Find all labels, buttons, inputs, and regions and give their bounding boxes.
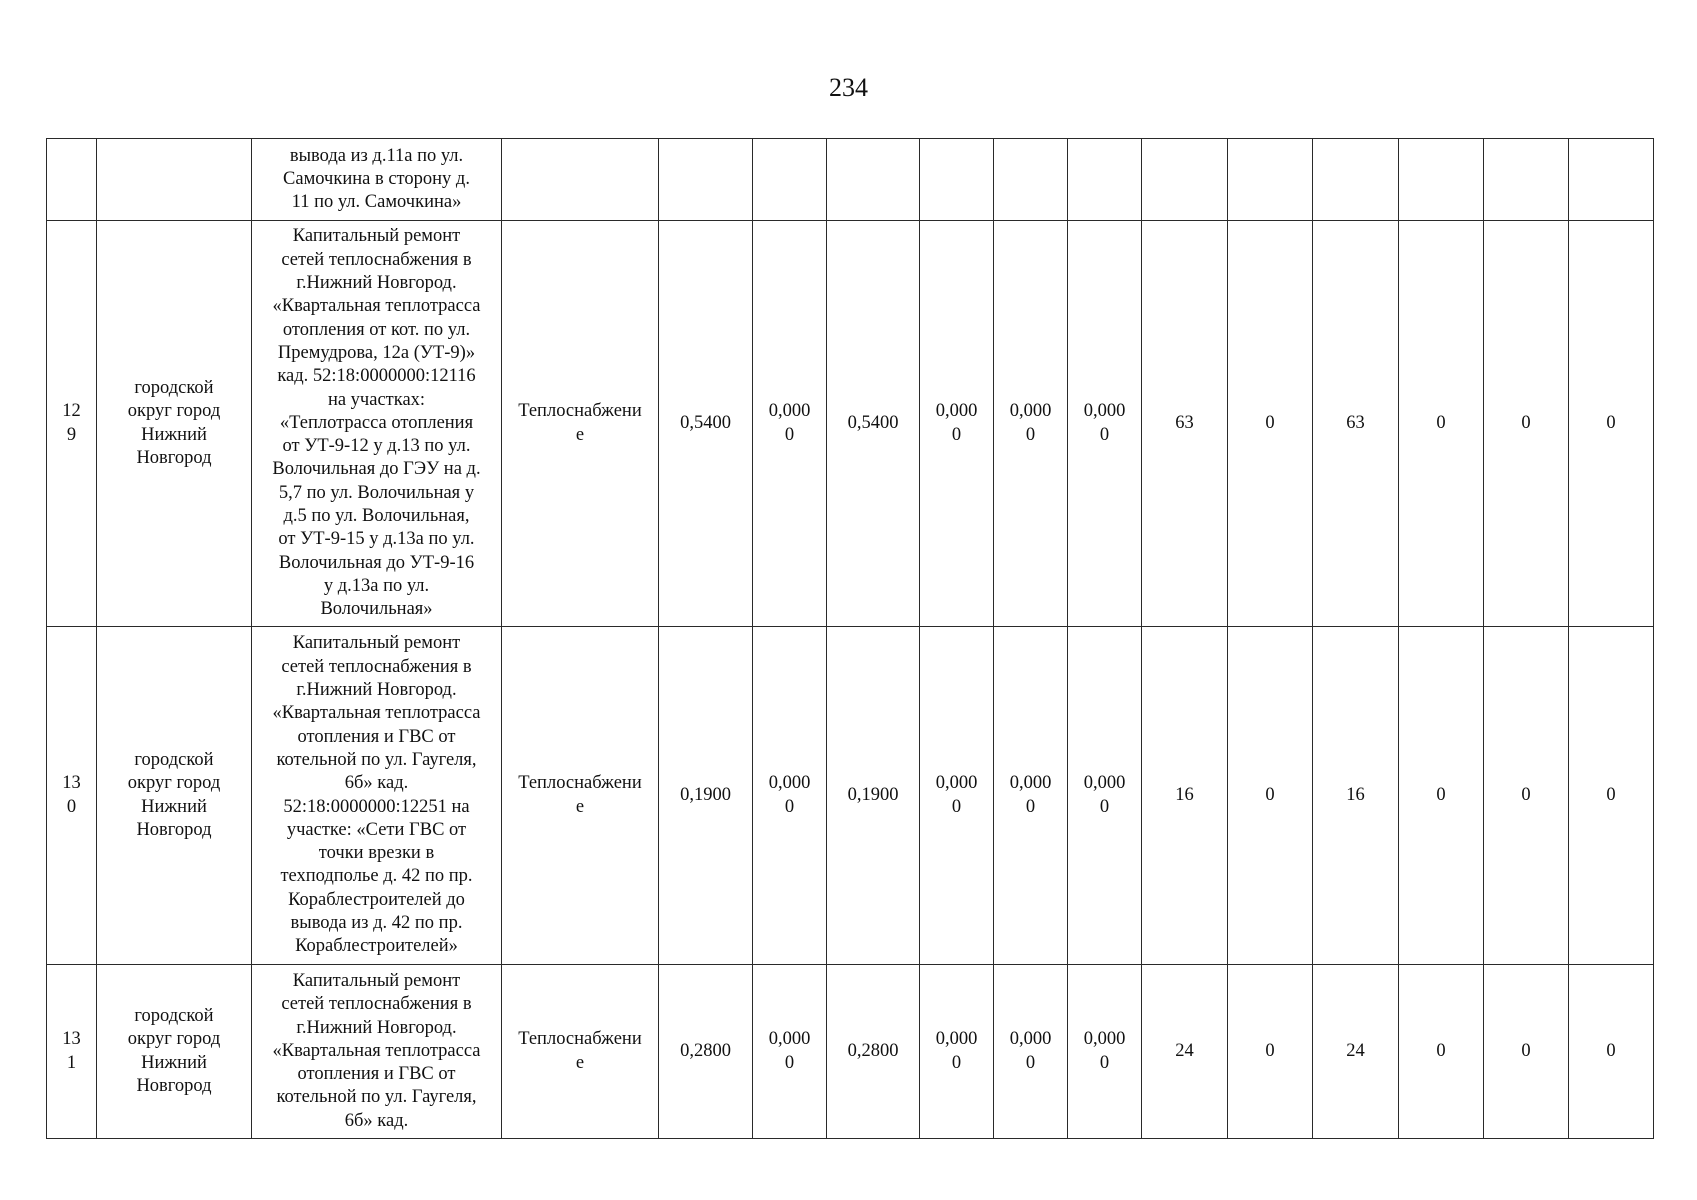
cell-text-line: 0,2800 <box>847 1040 899 1061</box>
cell-text-line: 0 <box>1606 784 1616 805</box>
cell-text-line: е <box>575 424 585 445</box>
cell-text-line: округ город <box>127 773 221 794</box>
cell-text-line: 63 <box>1346 412 1365 433</box>
table-row <box>47 965 1654 1139</box>
cell-text-line: Волочильная до ГЭУ на д. <box>272 459 481 480</box>
cell-text-line: 0,5400 <box>680 412 731 433</box>
cell-text-line: 0 <box>1606 412 1616 433</box>
description-cell <box>252 965 502 1139</box>
service-type-cell <box>502 221 659 627</box>
cell-text-line: отопления от кот. по ул. <box>282 319 471 340</box>
cell-text-line: 0 <box>1025 424 1036 445</box>
cell-text-line: Теплоснабжени <box>518 773 642 794</box>
cell-text-line: 0 <box>1265 784 1275 805</box>
value-cell <box>1484 139 1569 221</box>
cell-text-line: г.Нижний Новгород. <box>296 1017 457 1038</box>
value-cell <box>1313 221 1399 627</box>
value-cell <box>753 139 827 221</box>
value-cell <box>827 139 920 221</box>
value-cell <box>920 139 994 221</box>
value-cell <box>920 965 994 1139</box>
value-cell <box>1569 221 1654 627</box>
value-cell <box>1142 965 1228 1139</box>
cell-text-line: 0,5400 <box>847 412 899 433</box>
service-type-cell <box>502 627 659 965</box>
page-number: 234 <box>829 73 868 102</box>
cell-text-line: Капитальный ремонт <box>292 226 461 247</box>
value-cell <box>659 139 753 221</box>
cell-text-line: 0 <box>784 1052 795 1073</box>
cell-text-line: сетей теплоснабжения в <box>281 656 472 677</box>
data-table <box>46 138 1654 1139</box>
cell-text-line: городской <box>134 749 214 770</box>
cell-text-line: сетей теплоснабжения в <box>281 249 472 270</box>
cell-text-line: «Квартальная теплотрасса <box>272 1040 481 1061</box>
cell-text-line: 0,000 <box>935 1029 978 1050</box>
cell-text-line: техподполье д. 42 по пр. <box>280 866 473 887</box>
value-cell <box>1484 221 1569 627</box>
value-cell <box>1569 139 1654 221</box>
cell-text-line: Новгород <box>136 447 212 468</box>
table-row <box>47 221 1654 627</box>
cell-text-line: кад. 52:18:0000000:12116 <box>277 366 476 387</box>
cell-text-line: Нижний <box>141 424 207 445</box>
service-type-cell <box>502 965 659 1139</box>
cell-text-line: «Квартальная теплотрасса <box>272 296 481 317</box>
value-cell <box>920 627 994 965</box>
cell-text-line: 6б» кад. <box>344 773 409 794</box>
value-cell <box>1313 139 1399 221</box>
cell-text-line: е <box>575 796 585 817</box>
cell-text-line: Нижний <box>141 796 207 817</box>
cell-text-line: сетей теплоснабжения в <box>281 994 472 1015</box>
cell-text-line: Новгород <box>136 1075 212 1096</box>
cell-text-line: Капитальный ремонт <box>292 633 461 654</box>
value-cell <box>753 221 827 627</box>
value-cell <box>753 627 827 965</box>
cell-text-line: 0,000 <box>1009 401 1052 422</box>
row-number-cell <box>47 627 97 965</box>
cell-text-line: 0 <box>951 796 962 817</box>
cell-text-line: 0 <box>1521 412 1531 433</box>
description-cell <box>252 221 502 627</box>
value-cell <box>1313 965 1399 1139</box>
value-cell <box>994 139 1068 221</box>
cell-text-line: 0 <box>1436 412 1446 433</box>
value-cell <box>827 221 920 627</box>
municipality-cell <box>97 139 252 221</box>
cell-text-line: 0 <box>951 1052 962 1073</box>
cell-text-line: 0,000 <box>768 1029 811 1050</box>
table-row <box>47 139 1654 221</box>
value-cell <box>1399 627 1484 965</box>
cell-text-line: точки врезки в <box>318 843 435 864</box>
cell-text-line: от УТ-9-12 у д.13 по ул. <box>282 436 471 457</box>
cell-text-line: городской <box>134 1005 214 1026</box>
cell-text-line: 1 <box>66 1052 77 1073</box>
value-cell <box>659 221 753 627</box>
cell-text-line: 0,000 <box>1009 773 1052 794</box>
cell-text-line: Кораблестроителей» <box>295 936 458 957</box>
municipality-cell <box>97 965 252 1139</box>
cell-text-line: округ город <box>127 401 221 422</box>
value-cell <box>1569 965 1654 1139</box>
municipality-cell <box>97 221 252 627</box>
cell-text-line: д.5 по ул. Волочильная, <box>283 506 470 527</box>
cell-text-line: на участках: <box>327 389 426 410</box>
cell-text-line: 6б» кад. <box>344 1110 409 1131</box>
cell-text-line: 0 <box>784 424 795 445</box>
cell-text-line: 12 <box>62 401 81 422</box>
cell-text-line: «Теплотрасса отопления <box>279 412 474 433</box>
value-cell <box>659 627 753 965</box>
cell-text-line: 63 <box>1175 412 1194 433</box>
cell-text-line: 0 <box>1099 796 1110 817</box>
municipality-cell <box>97 627 252 965</box>
cell-text-line: Нижний <box>141 1052 207 1073</box>
cell-text-line: городской <box>134 377 214 398</box>
cell-text-line: г.Нижний Новгород. <box>296 680 457 701</box>
value-cell <box>994 221 1068 627</box>
value-cell <box>994 627 1068 965</box>
value-cell <box>994 965 1068 1139</box>
cell-text-line: 16 <box>1175 784 1194 805</box>
cell-text-line: участке: «Сети ГВС от <box>286 819 467 840</box>
value-cell <box>659 965 753 1139</box>
cell-text-line: 0 <box>1436 1040 1446 1061</box>
cell-text-line: 0,000 <box>1009 1029 1052 1050</box>
cell-text-line: 13 <box>62 773 81 794</box>
cell-text-line: 0 <box>784 796 795 817</box>
cell-text-line: 0,1900 <box>847 784 899 805</box>
cell-text-line: 0,000 <box>1083 401 1126 422</box>
value-cell <box>1313 627 1399 965</box>
cell-text-line: «Квартальная теплотрасса <box>272 703 481 724</box>
cell-text-line: 13 <box>62 1029 81 1050</box>
cell-text-line: отопления и ГВС от <box>297 726 456 747</box>
value-cell <box>1068 965 1142 1139</box>
cell-text-line: 0 <box>1025 1052 1036 1073</box>
cell-text-line: отопления и ГВС от <box>297 1064 456 1085</box>
row-number-cell <box>47 221 97 627</box>
value-cell <box>1142 139 1228 221</box>
cell-text-line: Волочильная» <box>320 599 433 620</box>
cell-text-line: вывода из д. 42 по пр. <box>290 912 463 933</box>
cell-text-line: 0,000 <box>1083 1029 1126 1050</box>
table-row <box>47 627 1654 965</box>
cell-text-line: 0,000 <box>768 401 811 422</box>
cell-text-line: Новгород <box>136 819 212 840</box>
value-cell <box>920 221 994 627</box>
cell-text-line: 0 <box>66 796 77 817</box>
cell-text-line: 0,000 <box>935 773 978 794</box>
cell-text-line: 0 <box>951 424 962 445</box>
cell-text-line: 11 по ул. Самочкина» <box>291 192 462 213</box>
cell-text-line: е <box>575 1052 585 1073</box>
row-number-cell <box>47 965 97 1139</box>
cell-text-line: у д.13а по ул. <box>323 575 430 596</box>
value-cell <box>1484 965 1569 1139</box>
cell-text-line: Самочкина в сторону д. <box>283 168 470 189</box>
cell-text-line: 24 <box>1346 1040 1365 1061</box>
value-cell <box>827 965 920 1139</box>
value-cell <box>1399 221 1484 627</box>
cell-text-line: 0 <box>1265 1040 1275 1061</box>
value-cell <box>1399 139 1484 221</box>
cell-text-line: 5,7 по ул. Волочильная у <box>278 482 475 503</box>
cell-text-line: 0 <box>1265 412 1275 433</box>
cell-text-line: 0,2800 <box>680 1040 731 1061</box>
table-body <box>47 139 1654 1139</box>
cell-text-line: г.Нижний Новгород. <box>296 273 457 294</box>
cell-text-line: 16 <box>1346 784 1365 805</box>
cell-text-line: Теплоснабжени <box>518 401 642 422</box>
cell-text-line: 24 <box>1175 1040 1194 1061</box>
cell-text-line: 0 <box>1025 796 1036 817</box>
cell-text-line: 0,000 <box>768 773 811 794</box>
value-cell <box>1484 627 1569 965</box>
cell-text-line: 0 <box>1099 1052 1110 1073</box>
value-cell <box>1228 139 1313 221</box>
cell-text-line: вывода из д.11а по ул. <box>289 145 464 166</box>
value-cell <box>1569 627 1654 965</box>
cell-text-line: 9 <box>66 424 77 445</box>
cell-text-line: Премудрова, 12а (УТ-9)» <box>277 342 476 363</box>
cell-text-line: котельной по ул. Гаугеля, <box>276 1087 477 1108</box>
cell-text-line: 0 <box>1521 784 1531 805</box>
cell-text-line: 0 <box>1436 784 1446 805</box>
value-cell <box>1228 221 1313 627</box>
cell-text-line: 0,1900 <box>680 784 731 805</box>
cell-text-line: Волочильная до УТ-9-16 <box>278 552 475 573</box>
value-cell <box>1142 627 1228 965</box>
value-cell <box>753 965 827 1139</box>
value-cell <box>1068 627 1142 965</box>
cell-text-line: 0,000 <box>1083 773 1126 794</box>
cell-text-line: Кораблестроителей до <box>288 889 465 910</box>
cell-text-line: Теплоснабжени <box>518 1029 642 1050</box>
cell-text-line: 0 <box>1099 424 1110 445</box>
value-cell <box>1399 965 1484 1139</box>
cell-text-line: котельной по ул. Гаугеля, <box>276 749 477 770</box>
cell-text-line: 52:18:0000000:12251 на <box>283 796 470 817</box>
cell-text-line: от УТ-9-15 у д.13а по ул. <box>278 529 475 550</box>
value-cell <box>1142 221 1228 627</box>
value-cell <box>1068 221 1142 627</box>
cell-text-line: округ город <box>127 1029 221 1050</box>
value-cell <box>1228 627 1313 965</box>
row-number-cell <box>47 139 97 221</box>
value-cell <box>1068 139 1142 221</box>
value-cell <box>827 627 920 965</box>
service-type-cell <box>502 139 659 221</box>
value-cell <box>1228 965 1313 1139</box>
description-cell <box>252 139 502 221</box>
cell-text-line: Капитальный ремонт <box>292 970 461 991</box>
cell-text-line: 0 <box>1606 1040 1616 1061</box>
cell-text-line: 0 <box>1521 1040 1531 1061</box>
cell-text-line: 0,000 <box>935 401 978 422</box>
description-cell <box>252 627 502 965</box>
